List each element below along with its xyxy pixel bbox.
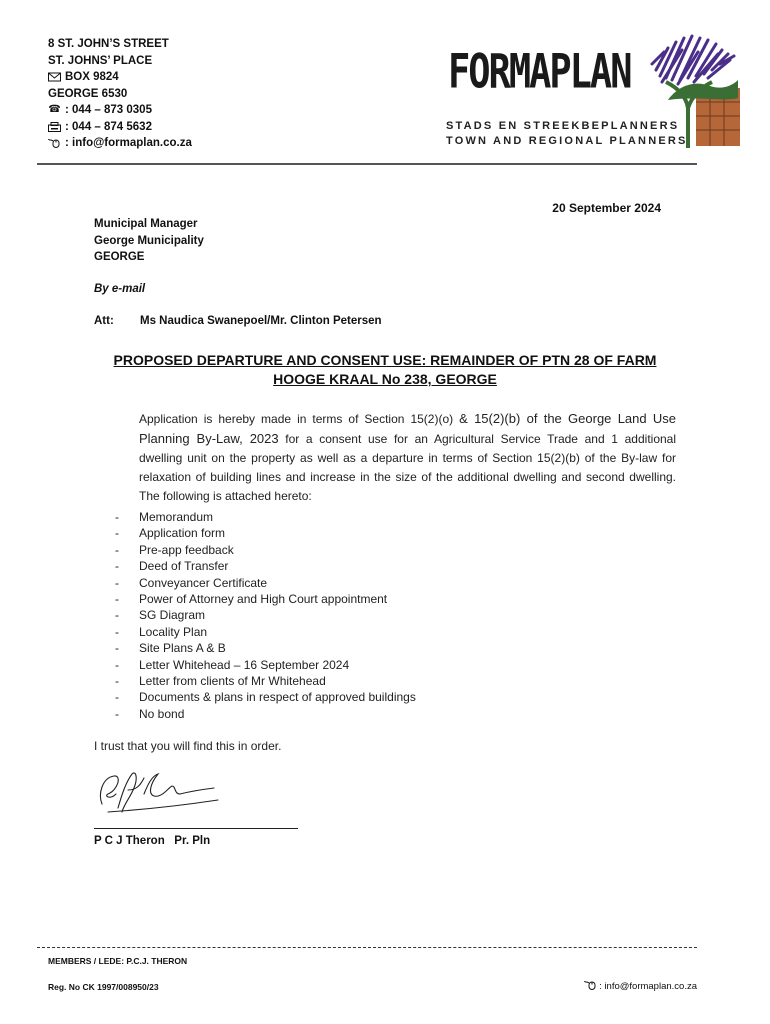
header-divider xyxy=(37,163,697,165)
list-item xyxy=(115,657,416,673)
list-item xyxy=(115,525,416,541)
recipient-town: GEORGE xyxy=(94,251,145,263)
logo-subtitle-english: TOWN AND REGIONAL PLANNERS xyxy=(446,135,688,147)
subject-heading xyxy=(90,351,680,389)
footer-members: MEMBERS / LEDE: P.C.J. THERON xyxy=(48,956,188,966)
list-item xyxy=(115,624,416,640)
phone-icon: ☎ xyxy=(48,104,61,116)
footer-email: : info@formaplan.co.za xyxy=(599,981,697,992)
list-item-text: Locality Plan xyxy=(139,624,208,639)
list-item xyxy=(115,509,416,525)
list-bullet: - xyxy=(115,592,119,607)
closing-sentence: I trust that you will find this in order. xyxy=(94,739,282,753)
list-bullet: - xyxy=(115,657,119,672)
attention-label: Att: xyxy=(94,315,114,327)
body-part-3: for a consent use for an Agricultural Service Trade and 1 additional dwelling unit on the property as well as a departure in terms of Section 15(2)(b) of the By-law for relaxation of building lines and increase in the size of the additional dwelling and second dwelling. The following is attached hereto: xyxy=(139,432,677,503)
tel-line xyxy=(48,102,192,119)
address-box-line xyxy=(48,69,192,86)
list-bullet: - xyxy=(115,510,119,524)
list-item-text: Power of Attorney and High Court appointment xyxy=(139,592,388,607)
letter-date: 20 September 2024 xyxy=(552,201,661,215)
list-item-text: Documents & plans in respect of approved buildings xyxy=(139,690,416,705)
attachment-list xyxy=(115,509,416,722)
list-item xyxy=(115,607,416,623)
attention-line xyxy=(94,315,382,327)
footer-divider xyxy=(37,947,697,948)
list-item-text: No bond xyxy=(139,706,185,721)
subject-line-1: PROPOSED DEPARTURE AND CONSENT USE: REMAINDER OF PTN 28 OF FARM xyxy=(113,352,657,368)
footer-email-line xyxy=(584,980,697,993)
logo-subtitle-afrikaans: STADS EN STREEKBEPLANNERS xyxy=(446,120,680,132)
attention-names: Ms Naudica Swanepoel/Mr. Clinton Petersen xyxy=(140,315,382,327)
tel-number: : 044 – 873 0305 xyxy=(65,104,152,116)
list-item-text: Memorandum xyxy=(139,510,214,524)
list-item xyxy=(115,689,416,705)
list-bullet: - xyxy=(115,526,119,541)
fax-icon xyxy=(48,122,61,132)
logo-wordmark: FORMAPLAN xyxy=(448,44,631,100)
mouse-icon xyxy=(584,980,597,993)
formaplan-logo xyxy=(446,30,746,152)
list-bullet: - xyxy=(115,624,119,639)
list-item-text: Deed of Transfer xyxy=(139,559,229,574)
subject-line-2: HOOGE KRAAL No 238, GEORGE xyxy=(273,371,497,387)
list-item-text: SG Diagram xyxy=(139,608,206,623)
email-address: : info@formaplan.co.za xyxy=(65,137,192,149)
body-part-1: Application is hereby made in terms of Section 15(2)(o) xyxy=(139,412,460,426)
footer-registration: Reg. No CK 1997/008950/23 xyxy=(48,982,159,992)
list-item-text: Conveyancer Certificate xyxy=(139,575,268,590)
list-item xyxy=(115,558,416,574)
address-street: 8 ST. JOHN’S STREET xyxy=(48,38,169,50)
list-bullet: - xyxy=(115,706,119,721)
list-bullet: - xyxy=(115,542,119,557)
list-item xyxy=(115,575,416,591)
list-bullet: - xyxy=(115,674,119,689)
letterhead-address xyxy=(48,36,192,152)
list-bullet: - xyxy=(115,608,119,623)
list-item xyxy=(115,673,416,689)
list-item xyxy=(115,640,416,656)
handwritten-signature xyxy=(88,764,228,824)
list-item xyxy=(115,542,416,558)
delivery-method: By e-mail xyxy=(94,283,146,295)
list-item-text: Application form xyxy=(139,526,226,541)
envelope-icon xyxy=(48,72,61,82)
list-bullet: - xyxy=(115,641,119,656)
list-bullet: - xyxy=(115,575,119,590)
recipient-organisation: George Municipality xyxy=(94,234,204,247)
recipient-title: Municipal Manager xyxy=(94,218,198,230)
list-item-text: Letter from clients of Mr Whitehead xyxy=(139,674,326,689)
fax-number: : 044 – 874 5632 xyxy=(65,120,152,133)
email-line xyxy=(48,135,192,152)
body-paragraph xyxy=(139,409,676,506)
body-part-2: & 15(2)(b) of the George Land Use Planning By-Law, 2023 xyxy=(139,411,677,446)
mouse-icon xyxy=(48,138,61,148)
list-bullet: - xyxy=(115,690,119,705)
fax-line xyxy=(48,119,192,136)
recipient-block xyxy=(94,216,204,266)
list-item xyxy=(115,591,416,607)
address-place: ST. JOHNS’ PLACE xyxy=(48,54,153,67)
address-town: GEORGE 6530 xyxy=(48,87,128,100)
list-item xyxy=(115,706,416,722)
list-bullet: - xyxy=(115,559,119,574)
address-box: BOX 9824 xyxy=(65,71,119,83)
list-item-text: Letter Whitehead – 16 September 2024 xyxy=(139,657,350,672)
signature-line xyxy=(94,828,298,829)
list-item-text: Site Plans A & B xyxy=(139,641,226,656)
tree-emblem-icon xyxy=(638,30,748,150)
list-item-text: Pre-app feedback xyxy=(139,542,234,557)
signatory-name: P C J Theron Pr. Pln xyxy=(94,835,211,847)
